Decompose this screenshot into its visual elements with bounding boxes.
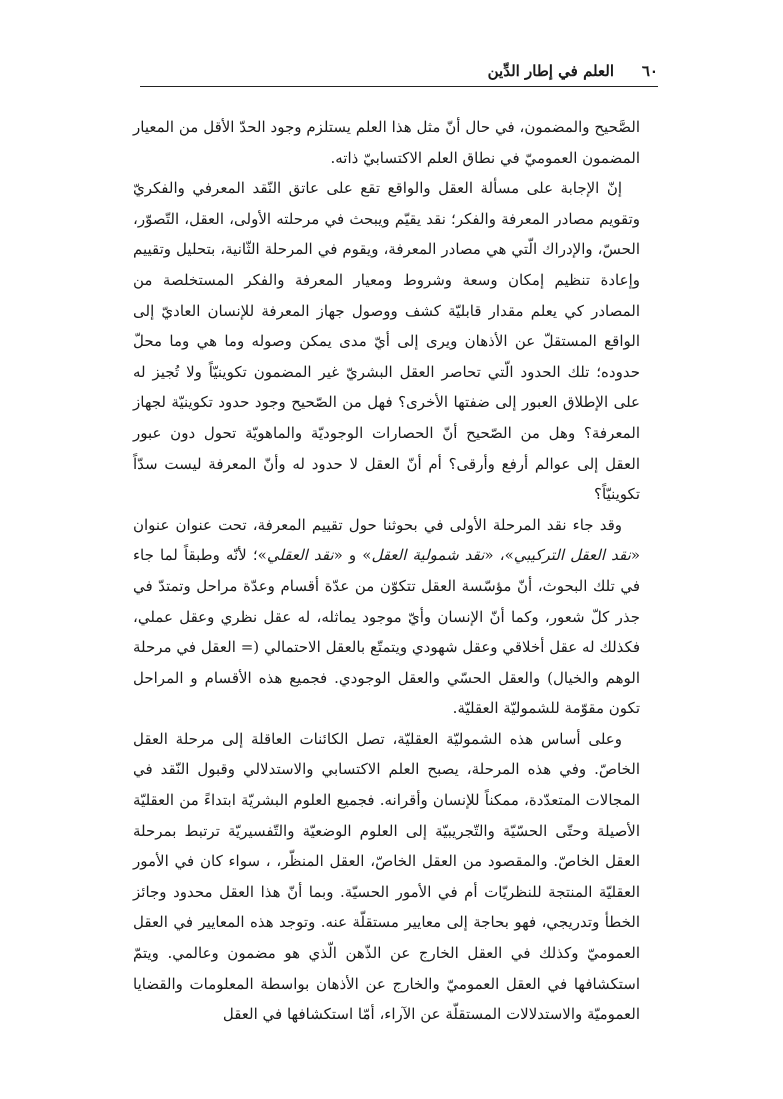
paragraph-3-text-a: وقد جاء نقد المرحلة الأولى في بحوثنا حول تقييم المعرفة، تحت عنوان عنوان « [133, 515, 640, 565]
page-number: ٦٠ [641, 62, 658, 80]
paragraph-4: وعلى أساس هذه الشموليّة العقليّة، تصل الكائنات العاقلة إلى مرحلة العقل الخاصّ. وفي هذه المرحلة، يصبح العلم الاكتسابي والاستدلالي وقبول النّقد في المجالات المتعدّدة، ممكناً للإنسان وأقرانه. فجميع العلوم البشريّة ابتداءً من العقليّة الأصيلة وحتّى الحسّيّة والتّجريبيّة إلى العلوم الوضعيّة والتّفسيريّة ترتبط بمرحلة العقل الخاصّ. والمقصود من العقل الخاصّ، العقل المنظّر، ، سواء كان في الأمور العقليّة المنتجة للنظريّات أم في الأمور الحسيّة. وبما أنّ هذا العقل محدود وجائز الخطأ وتدريجي، فهو بحاجة إلى معايير مستقلّة عنه. وتوجد هذه المعايير في العقل العموميّ وكذلك في العقل الخارج عن الذّهن الّذي هو مضمون وعالمي. ويتمّ استكشافها في العقل العموميّ والخارج عن الأذهان بواسطة المعلومات والقضايا العموميّة والاستدلالات المستقلّة عن الآراء، أمّا استكشافها في العقل [133, 729, 640, 1024]
paragraph-3-text-c: » و « [333, 546, 372, 565]
page-header [140, 62, 658, 87]
italic-term-1: نقد العقل التركيبي [513, 546, 631, 565]
paragraph-3 [133, 510, 640, 724]
italic-term-2: نقد شمولية العقل [371, 546, 485, 565]
paragraph-3-text-b: »، « [484, 546, 514, 565]
paragraph-2: إنّ الإجابة على مسألة العقل والواقع تقع على عاتق النّقد المعرفي والفكريّ وتقويم مصادر المعرفة والفكر؛ نقد يقيّم ويبحث في مرحلته الأولى، العقل، التّصوّر، الحسّ، والإدراك الّتي هي مصادر المعرفة، ويقوم في المرحلة الثّانية، بتحليل وتقييم وإعادة تنظيم إمكان وسعة وشروط ومعيار المعرفة والفكر المستخلصة من المصادر كي يعلم مقدار قابليّة كشف ووصول جهاز المعرفة للإنسان العاديّ إلى الواقع المستقلّ عن الأذهان ويرى إلى أيّ مدى يمكن وصوله وما هي وما محلّ حدوده؛ تلك الحدود الّتي تحاصر العقل البشريّ غير المضمون تكوينيّاً ولا تُجيز له على الإطلاق العبور إلى ضفتها الأخرى؟ فهل من الصّحيح وجود حدود تكوينيّة لجهاز المعرفة؟ وهل من الصّحيح أنّ الحصارات الوجوديّة والماهويّة تحول دون عبور العقل إلى عوالم أرفع وأرقى؟ أم أنّ العقل لا حدود له وأنّ المعرفة ليست سدّاً تكوينيّاً؟ [133, 179, 640, 504]
italic-term-3: نقد العقلي [266, 546, 334, 565]
body-text [133, 112, 640, 1030]
paragraph-3-text-d: »؛ لأنّه وطبقاً لما جاء في تلك البحوث، أنّ مؤسّسة العقل تتكوّن من عدّة أقسام وعدّة مراحل وتمتدّ في جذر كلّ شعور، وكما أنّ الإنسان وأيّ موجود يماثله، له عقل نظري وعقل عملي، فكذلك له عقل أخلاقي وعقل شهودي ويتمتّع بالعقل الاحتمالي (= العقل في مرحلة الوهم والخيال) والعقل الحسّي والعقل الوجودي. فجميع هذه الأقسام و المراحل تكون مقوّمة للشموليّة العقليّة. [133, 546, 640, 718]
paragraph-1: الصَّحيح والمضمون، في حال أنّ مثل هذا العلم يستلزم وجود الحدّ الأقل من المعيار المضمون العموميّ في نطاق العلم الاكتسابيّ ذاته. [133, 118, 640, 167]
running-title: العلم في إطار الدِّين [487, 62, 614, 80]
